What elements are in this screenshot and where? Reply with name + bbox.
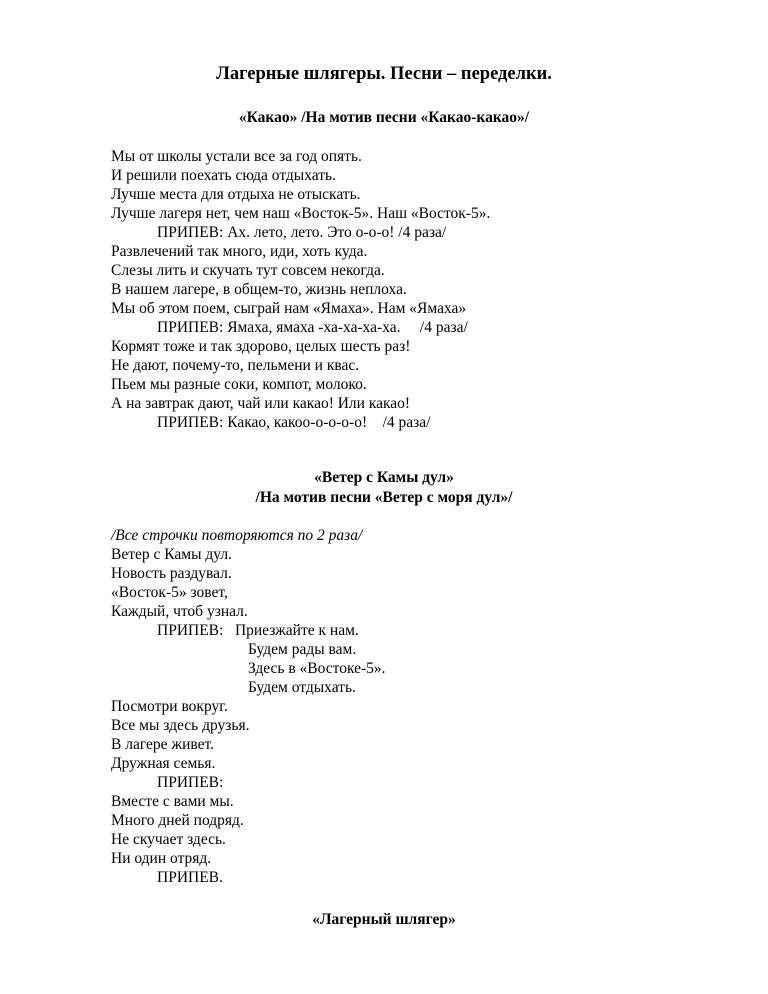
chorus-line: ПРИПЕВ: Ах. лето, лето. Это о-о-о! /4 раза/ [157,224,447,241]
chorus-line: ПРИПЕВ: Приезжайте к нам. [157,622,359,639]
chorus-line: Здесь в «Востоке-5». [248,660,386,677]
lyric-line: В лагере живет. [111,736,214,753]
lyric-line: Посмотри вокруг. [111,698,228,715]
lyric-line: Вместе с вами мы. [111,793,234,810]
lyric-line: Ни один отряд. [111,850,212,867]
lyric-line: «Восток-5» зовет, [111,584,228,601]
lyric-line: Слезы лить и скучать тут совсем некогда. [111,262,385,279]
song3-heading: «Лагерный шлягер» [312,911,456,928]
chorus-line: ПРИПЕВ. [157,869,223,886]
lyric-line: Много дней подряд. [111,812,244,829]
song2-lyrics [111,526,386,887]
lyric-line: Не дают, почему-то, пельмени и квас. [111,357,360,374]
lyric-line: Дружная семья. [111,755,216,772]
song2-heading-title: «Ветер с Камы дул» [314,469,454,486]
song1-lyrics [111,147,490,432]
lyric-line: Пьем мы разные соки, компот, молоко. [111,376,367,393]
chorus-line: ПРИПЕВ: [157,774,224,791]
lyric-line: И решили поехать сюда отдыхать. [111,167,336,184]
lyric-line: Мы об этом поем, сыграй нам «Ямаха». Нам «Ямаха» [111,300,467,317]
lyric-line: Новость раздувал. [111,565,232,582]
song1-heading: «Какао» /На мотив песни «Какао-какао»/ [238,109,530,126]
lyric-line: Не скучает здесь. [111,831,226,848]
chorus-line: ПРИПЕВ: Ямаха, ямаха -ха-ха-ха-ха. /4 раза/ [157,319,468,336]
song2-note: /Все строчки повторяются по 2 раза/ [111,527,363,544]
chorus-line: Будем рады вам. [248,641,357,658]
lyric-line: Лучше места для отдыха не отыскать. [111,186,361,203]
lyric-line: Кормят тоже и так здорово, целых шесть раз! [111,338,411,355]
lyric-line: Лучше лагеря нет, чем наш «Восток-5». Наш «Восток-5». [111,205,491,222]
lyric-line: Ветер с Камы дул. [111,546,232,563]
lyric-line: А на завтрак дают, чай или какао! Или какао! [111,395,411,412]
chorus-line: ПРИПЕВ: Какао, какоо-о-о-о-о! /4 раза/ [157,414,431,431]
chorus-line: Будем отдыхать. [248,679,356,696]
lyric-line: В нашем лагере, в общем-то, жизнь неплоха. [111,281,407,298]
document-title: Лагерные шлягеры. Песни – переделки. [216,64,552,84]
lyric-line: Развлечений так много, иди, хоть куда. [111,243,368,260]
lyric-line: Все мы здесь друзья. [111,717,250,734]
lyric-line: Мы от школы устали все за год опять. [111,148,362,165]
song2-heading-subtitle: /На мотив песни «Ветер с моря дул»/ [255,489,513,506]
lyric-line: Каждый, чтоб узнал. [111,603,248,620]
